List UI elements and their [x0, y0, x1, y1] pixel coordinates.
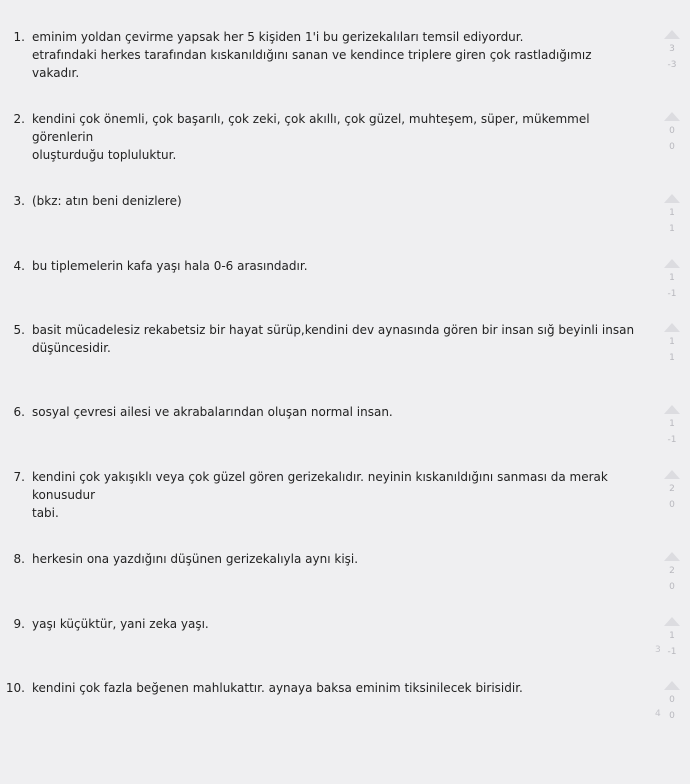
entry-text [32, 550, 640, 568]
upvote-count: 1 [669, 631, 675, 641]
entry-number: 3. [13, 194, 25, 208]
entry-text [32, 257, 640, 275]
upvote-count: 0 [669, 126, 675, 136]
upvote-arrow-icon[interactable] [664, 112, 680, 121]
entry-item [0, 257, 690, 321]
downvote-count: 0 [669, 582, 675, 592]
entry-item [0, 110, 690, 174]
entry-line: bu tiplemelerin kafa yaşı hala 0-6 arasındadır. [32, 259, 308, 273]
upvote-count: 1 [669, 208, 675, 218]
entry-text [32, 110, 640, 164]
upvote-arrow-icon[interactable] [664, 323, 680, 332]
downvote-count: -1 [667, 289, 677, 299]
entry-text [32, 403, 640, 421]
downvote-count: -3 [667, 60, 677, 70]
upvote-arrow-icon[interactable] [664, 405, 680, 414]
upvote-arrow-icon[interactable] [664, 194, 680, 203]
entry-number: 2. [13, 112, 25, 126]
downvote-count: -1 [667, 647, 677, 657]
entry-item [0, 679, 690, 743]
entry-line: basit mücadelesiz rekabetsiz bir hayat sürüp,kendini dev aynasında gören bir insan sığ beyinli insan [32, 323, 635, 337]
entry-line: yaşı küçüktür, yani zeka yaşı. [32, 617, 209, 631]
entry-line[interactable]: (bkz: atın beni denizlere) [32, 194, 182, 208]
entry-number: 9. [13, 617, 25, 631]
entry-number: 4. [13, 259, 25, 273]
downvote-count: 0 [669, 142, 675, 152]
entry-number: 7. [13, 470, 25, 484]
entry-text [32, 615, 640, 633]
stray-mark: 4 [655, 709, 661, 719]
entry-item [0, 403, 690, 467]
upvote-arrow-icon[interactable] [664, 681, 680, 690]
downvote-count: 0 [669, 711, 675, 721]
entry-line: etrafındaki herkes tarafından kıskanıldığını sanan ve kendince triplere giren çok rastladığımız vakadır. [32, 48, 592, 80]
vote-box [662, 323, 682, 366]
entry-line: düşüncesidir. [32, 341, 111, 355]
downvote-count: -1 [667, 435, 677, 445]
entry-number: 1. [13, 30, 25, 44]
upvote-count: 3 [669, 44, 675, 54]
vote-box [662, 405, 682, 448]
upvote-count: 1 [669, 419, 675, 429]
entry-item [0, 468, 690, 532]
entry-text [32, 28, 640, 82]
entry-number: 6. [13, 405, 25, 419]
upvote-count: 1 [669, 273, 675, 283]
entry-item [0, 192, 690, 256]
entry-item [0, 28, 690, 92]
vote-box [662, 552, 682, 595]
vote-box [662, 681, 682, 724]
upvote-count: 0 [669, 695, 675, 705]
vote-box [662, 112, 682, 155]
entry-text [32, 321, 640, 357]
entry-item [0, 321, 690, 385]
downvote-count: 0 [669, 500, 675, 510]
entry-text [32, 192, 640, 210]
stray-mark: 3 [655, 645, 661, 655]
entry-line: kendini çok önemli, çok başarılı, çok zeki, çok akıllı, çok güzel, muhteşem, süper, mükemmel görenlerin [32, 112, 590, 144]
upvote-count: 2 [669, 484, 675, 494]
vote-box [662, 470, 682, 513]
vote-box [662, 30, 682, 73]
entry-line: eminim yoldan çevirme yapsak her 5 kişiden 1'i bu gerizekalıları temsil ediyordur. [32, 30, 524, 44]
entry-line: kendini çok fazla beğenen mahlukattır. aynaya baksa eminim tiksinilecek birisidir. [32, 681, 523, 695]
entry-line: kendini çok yakışıklı veya çok güzel gören gerizekalıdır. neyinin kıskanıldığını sanması da merak konusudur [32, 470, 608, 502]
entry-item [0, 615, 690, 679]
entry-line: herkesin ona yazdığını düşünen gerizekalıyla aynı kişi. [32, 552, 359, 566]
entry-number: 8. [13, 552, 25, 566]
downvote-count: 1 [669, 353, 675, 363]
upvote-arrow-icon[interactable] [664, 617, 680, 626]
entry-line: sosyal çevresi ailesi ve akrabalarından oluşan normal insan. [32, 405, 393, 419]
entry-text [32, 468, 640, 522]
entry-number: 5. [13, 323, 25, 337]
entry-line: tabi. [32, 506, 59, 520]
vote-box [662, 617, 682, 660]
upvote-arrow-icon[interactable] [664, 30, 680, 39]
upvote-count: 2 [669, 566, 675, 576]
entry-item [0, 550, 690, 614]
upvote-arrow-icon[interactable] [664, 552, 680, 561]
upvote-count: 1 [669, 337, 675, 347]
entry-text [32, 679, 640, 697]
vote-box [662, 259, 682, 302]
vote-box [662, 194, 682, 237]
entry-number: 10. [5, 681, 25, 695]
entry-line: oluşturduğu topluluktur. [32, 148, 177, 162]
downvote-count: 1 [669, 224, 675, 234]
upvote-arrow-icon[interactable] [664, 470, 680, 479]
upvote-arrow-icon[interactable] [664, 259, 680, 268]
